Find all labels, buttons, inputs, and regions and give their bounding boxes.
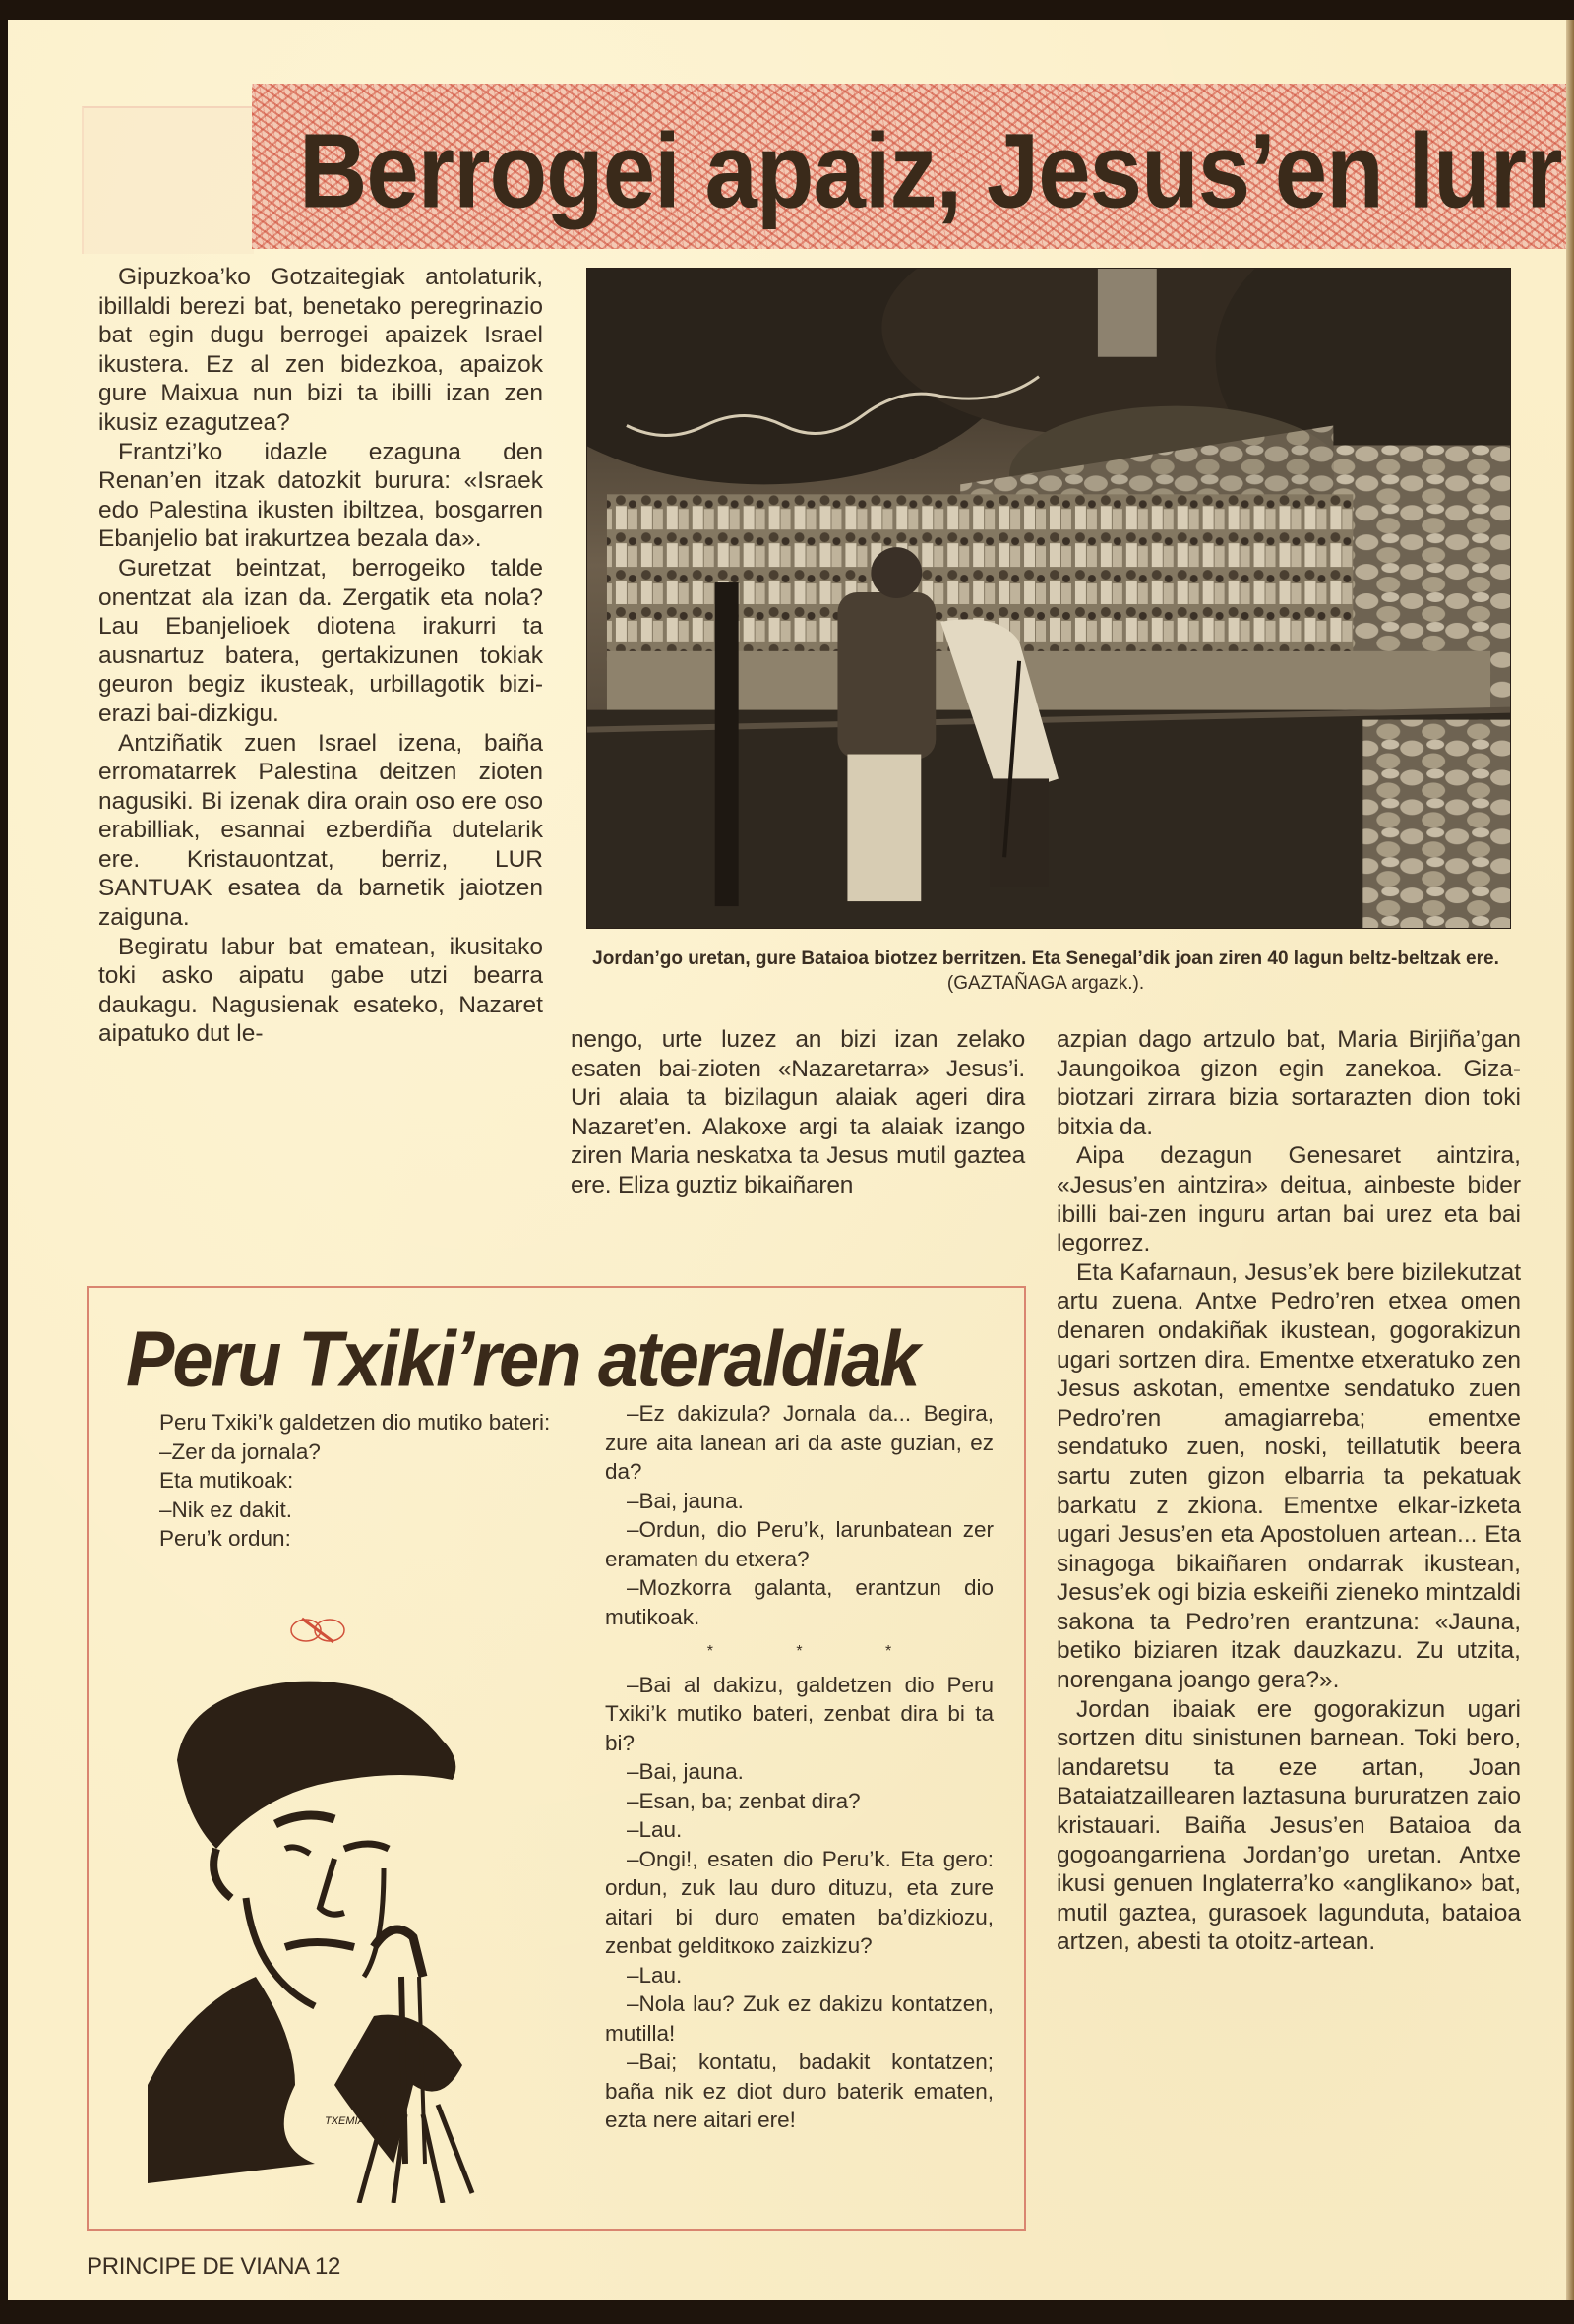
article-column-right	[1057, 1025, 1521, 1957]
dialogue-line: –Ez dakizula? Jornala da... Begira, zure aita lanean ari da aste guzian, ez da?	[605, 1401, 994, 1484]
jordan-baptism-photo	[586, 268, 1511, 929]
dialogue-line: –Lau.	[627, 1817, 683, 1842]
page-binding-edge	[1566, 20, 1574, 2300]
headline-banner	[252, 84, 1574, 249]
dialogue-line: –Lau.	[627, 1962, 683, 1988]
photo-credit: (GAZTAÑAGA argazk.).	[946, 973, 1145, 994]
photo-caption	[571, 947, 1521, 996]
caption-text: Jordan’go uretan, gure Bataioa biotzez berritzen. Eta Senegal’dik joan ziren 40 lagun beltz-beltzak ere.	[592, 948, 1499, 969]
paragraph: Eta Kafarnaun, Jesus’ek bere bizilekutzat artu zuena. Antxe Pedro’ren etxea omen denaren ondakiñak ikustean, gogorakizun ugari sortzen dira. Ementxe etxeratuko zen Jesus askotan, ementxe sendatuko zuen Pedro’ren amagiarreba; ementxe sendatuko zuen, noski, teillatutik beera sartu zuten gizon elbarria ta pekatuak barkatu z zkiona. Ementxe elkar-izketa ugari Jesus’en eta Apostoluen artean... Eta sinagoga bikaiñaren ondarrak ikustean, Jesus’ek ogi bizia eskeiñi zieneko mintzaldi sakona ta Pedro’ren erantzuna: «Jauna, betiko biziaren itzak dauzkazu. Zu utzita, norengana joango gera?».	[1057, 1258, 1521, 1694]
dialogue-line: –Bai; kontatu, badakit kontatzen; baña nik ez diot duro baterik ematen, ezta nere aitari ere!	[605, 2049, 994, 2132]
article-column-middle	[571, 1025, 1025, 1200]
paragraph: Antziñatik zuen Israel izena, baiña erromatarrek Palestina deitzen zioten nagusiki. Bi izenak dira orain oso ere oso erabilliak, esannai ezberdiña dutelarik ere. Kristauontzat, berriz, LUR SANTUAK esatea da barnetik jaiotzen zaiguna.	[98, 729, 543, 932]
paragraph: nengo, urte luzez an bizi izan zelako esaten bai-zioten «Nazaretarra» Jesus’i. Uri alaia ta bizilagun alaiak ageri dira Nazaret’en. Alakoxe argi ta alaiak izango ziren Maria neskatxa ta Jesus mutil gaztea ere. Eliza guztiz bikaiñaren	[571, 1026, 1025, 1198]
dialogue-line: –Nola lau? Zuk ez dakizu kontatzen, mutilla!	[605, 1991, 994, 2046]
knot-ornament-icon	[288, 1613, 347, 1648]
dialogue-line: Eta mutikoak:	[159, 1468, 294, 1493]
dialogue-line: Peru’k ordun:	[159, 1526, 291, 1551]
section-separator: * * *	[706, 1643, 932, 1660]
paragraph: azpian dago artzulo bat, Maria Birjiña’gan Jaungoikoa gizon egin zanekoa. Giza-biotzari zirrara bizia sortarazten dion toki bitxia da.	[1057, 1026, 1521, 1140]
dialogue-line: Peru Txiki’k galdetzen dio mutiko bateri:	[159, 1410, 551, 1435]
peru-txiki-portrait	[148, 1652, 521, 2203]
magazine-page	[8, 20, 1574, 2300]
illustrator-signature: TXEMIA	[325, 2115, 365, 2127]
dialogue-line: –Ordun, dio Peru’k, larunbatean zer eramaten du etxera?	[605, 1517, 994, 1571]
dialogue-line: –Bai al dakizu, galdetzen dio Peru Txiki’k mutiko bateri, zenbat dira bi ta bi?	[605, 1672, 994, 1755]
article-headline: Berrogei apaiz, Jesus’en lurr	[299, 112, 1562, 230]
paragraph: Jordan ibaiak ere gogorakizun ugari sortzen ditu sinistunen barnean. Toki bero, landaretsu ta eze artan, Joan Bataiatzaillearen laztasuna bururatzen zaio kristauari. Baiña Jesus’en Bataioa da gogoangarriena Jordan’go uretan. Antxe ikusi genuen Inglaterra’ko «anglikano» bat, mutil gaztea, gurasoek lagunduta, bataioa artzen, abesti ta otoitz-artean.	[1057, 1695, 1521, 1956]
dialogue-line: –Ongi!, esaten dio Peru’k. Eta gero: ordun, zuk lau duro dituzu, eta zure aitari bi duro ematen ba’dizkiozu, zenbat gelditкоко zaizkizu?	[605, 1846, 994, 1958]
dialogue-line: –Mozkorra galanta, erantzun dio mutikoak.	[605, 1575, 994, 1629]
dialogue-line: –Zer da jornala?	[159, 1438, 321, 1464]
paragraph: Aipa dezagun Genesaret aintzira, «Jesus’en aintzira» deitua, ainbeste bider ibilli bai-zen inguru artan bai urez eta bai legorrez.	[1057, 1142, 1521, 1257]
page-footer: PRINCIPE DE VIANA 12	[87, 2253, 341, 2280]
dialogue-line: –Nik ez dakit.	[159, 1497, 293, 1522]
sidebar-column-left	[138, 1408, 551, 1554]
dialogue-line: –Esan, ba; zenbat dira?	[627, 1788, 861, 1813]
paragraph: Gipuzkoa’ko Gotzaitegiak antolaturik, ibillaldi berezi bat, benetako peregrinazio bat egin dugu berrogei apaizek Israel ikustera. Ez al zen bidezkoa, apaizok gure Maixua nun bizi ta ibilli izan zen ikusiz ezagutzea?	[98, 264, 543, 436]
sidebar-column-right	[605, 1399, 994, 2135]
decorative-frame	[82, 106, 254, 254]
paragraph: Frantzi’ko idazle ezaguna den Renan’en itzak datozkit burura: «Israek edo Palestina ikusten ibiltzea, bosgarren Ebanjelio bat irakurtzea bezala da».	[98, 438, 543, 553]
dialogue-line: –Bai, jauna.	[627, 1488, 744, 1513]
sidebar-title: Peru Txiki’ren ateraldiak	[126, 1315, 919, 1403]
article-column-left	[98, 263, 543, 1049]
paragraph: Guretzat beintzat, berrogeiko talde onentzat ala izan da. Zergatik eta nola? Lau Ebanjelioek diotena irakurri ta ausnartuz batera, gertakizunen tokiak geuron begiz ikusteak, urbillagotik bizi-erazi bai-dizkigu.	[98, 554, 543, 727]
photo-image	[587, 269, 1510, 928]
peru-txiki-sidebar	[87, 1286, 1026, 2231]
paragraph: Begiratu labur bat ematean, ikusitako toki asko aipatu gabe utzi bearra daukagu. Nagusienak esateko, Nazaret aipatuko dut le-	[98, 933, 543, 1048]
dialogue-line: –Bai, jauna.	[627, 1759, 744, 1784]
